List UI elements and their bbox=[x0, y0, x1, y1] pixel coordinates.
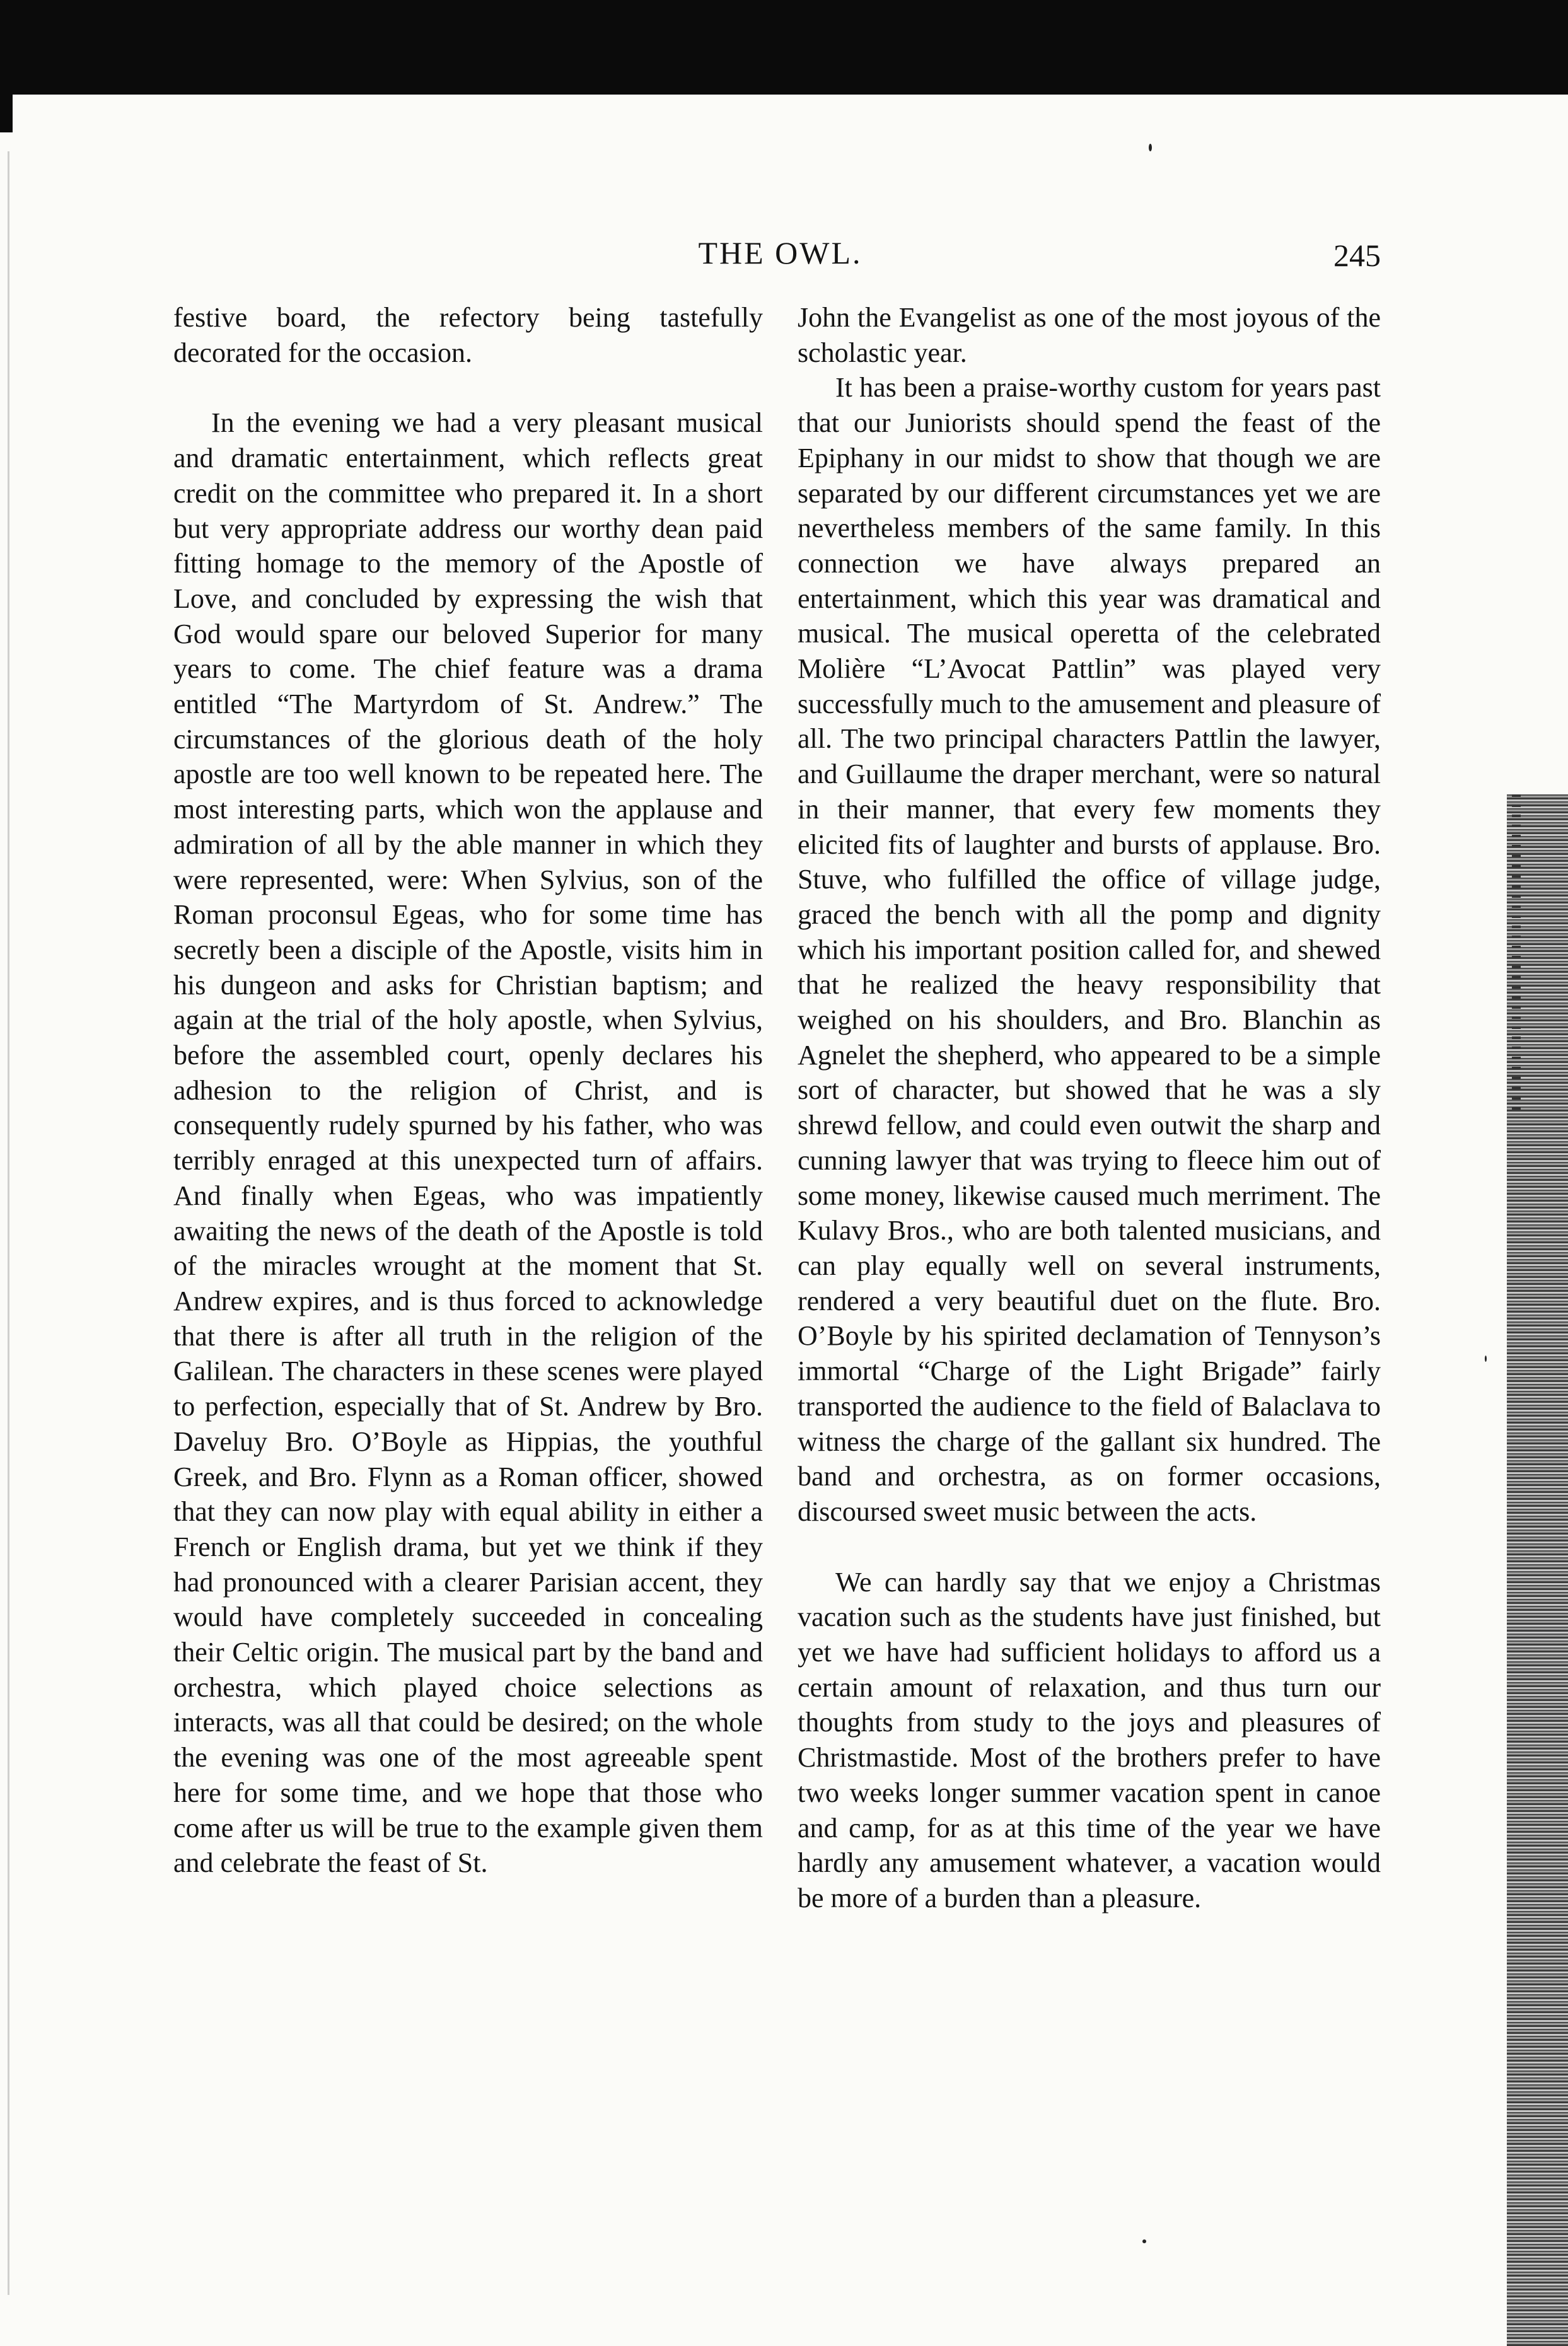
paragraph: In the evening we had a very pleasant musical and dramatic entertainment, which reflects great credit on the committee who prepared it. In a short but very appropriate address our worthy dean paid fitting homage to the memory of the Apostle of Love, and concluded by expressing the wish that God would spare our beloved Superior for many years to come. The chief feature was a drama entitled “The Martyrdom of St. Andrew.” The circumstances of the glorious death of the holy apostle are too well known to be repeated here. The most interesting parts, which won the applause and admiration of all by the able manner in which they were represented, were: When Sylvius, son of the Roman proconsul Egeas, who for some time has secretly been a disciple of the Apostle, visits him in his dungeon and asks for Christian baptism; and again at the trial of the holy apostle, when Sylvius, before the assembled court, openly declares his adhesion to the religion of Christ, and is consequently rudely spurned by his father, who was terribly enraged at this unexpected turn of affairs. And finally when Egeas, who was impatiently awaiting the news of the death of the Apostle is told of the miracles wrought at the moment that St. Andrew expires, and is thus forced to acknowledge that there is after all truth in the religion of the Galilean. The characters in these scenes were played to perfection, especially that of St. Andrew by Bro. Daveluy Bro. O’Boyle as Hippias, the youthful Greek, and Bro. Flynn as a Roman officer, showed that they can now play with equal ability in either a French or English drama, but yet we think if they had pronounced with a clearer Parisian accent, they would have completely succeeded in concealing their Celtic origin. The musical part by the band and orchestra, which played choice selections as interacts, was all that could be desired; on the whole the evening was one of the most agreeable spent here for some time, and we hope that those who come after us will be true to the example given them and celebrate the feast of St. bbox=[173, 407, 763, 1879]
page-header bbox=[180, 235, 1381, 279]
paragraph: We can hardly say that we enjoy a Christmas vacation such as the students have just finished, but yet we have had sufficient holidays to afford us a certain amount of relaxation, and thus turn our thoughts from study to the joys and pleasures of Christmastide. Most of the brothers prefer to have two weeks longer summer vacation spent in canoe and camp, for as at this time of the year we have hardly any amusement whatever, a vacation would be more of a burden than a pleasure. bbox=[798, 1566, 1381, 1913]
scan-speck bbox=[1485, 1356, 1487, 1362]
scan-left-edge bbox=[8, 151, 9, 2295]
running-title: THE OWL. bbox=[698, 235, 862, 270]
scan-top-border bbox=[0, 0, 1568, 95]
paragraph: John the Evangelist as one of the most joyous of the scholastic year. bbox=[798, 302, 1381, 368]
scan-speck bbox=[1149, 144, 1152, 151]
scan-right-edge-marks bbox=[1512, 794, 1521, 1110]
left-column bbox=[173, 300, 763, 1881]
scan-speck bbox=[1142, 2239, 1146, 2243]
paragraph: festive board, the refectory being tastefully decorated for the occasion. bbox=[173, 302, 763, 368]
page-number: 245 bbox=[1333, 238, 1381, 273]
scan-border-notch bbox=[0, 95, 13, 132]
right-column bbox=[798, 300, 1381, 1916]
paragraph: It has been a praise-worthy custom for years past that our Juniorists should spend the feast of the Epiphany in our midst to show that though we are separated by our different circumstances yet we are nevertheless members of the same family. In this connection we have always prepared an entertainment, which this year was dramatical and musical. The musical operetta of the celebrated Molière “L’Avocat Pattlin” was played very successfully much to the amusement and pleasure of all. The two principal characters Pattlin the lawyer, and Guillaume the draper merchant, were so natural in their manner, that every few moments they elicited fits of laughter and bursts of applause. Bro. Stuve, who fulfilled the office of village judge, graced the bench with all the pomp and dignity which his important position called for, and shewed that he realized the heavy responsibility that weighed on his shoulders, and Bro. Blanchin as Agnelet the shepherd, who appeared to be a simple sort of character, but showed that he was a sly shrewd fellow, and could even outwit the sharp and cunning lawyer that was trying to fleece him out of some money, likewise caused much merriment. The Kulavy Bros., who are both talented musicians, and can play equally well on several instruments, rendered a very beautiful duet on the flute. Bro. O’Boyle by his spirited declamation of Tennyson’s immortal “Charge of the Light Brigade” fairly transported the audience to the field of Balaclava to witness the charge of the gallant six hundred. The band and orchestra, as on former occasions, discoursed sweet music between the acts. bbox=[798, 372, 1381, 1527]
